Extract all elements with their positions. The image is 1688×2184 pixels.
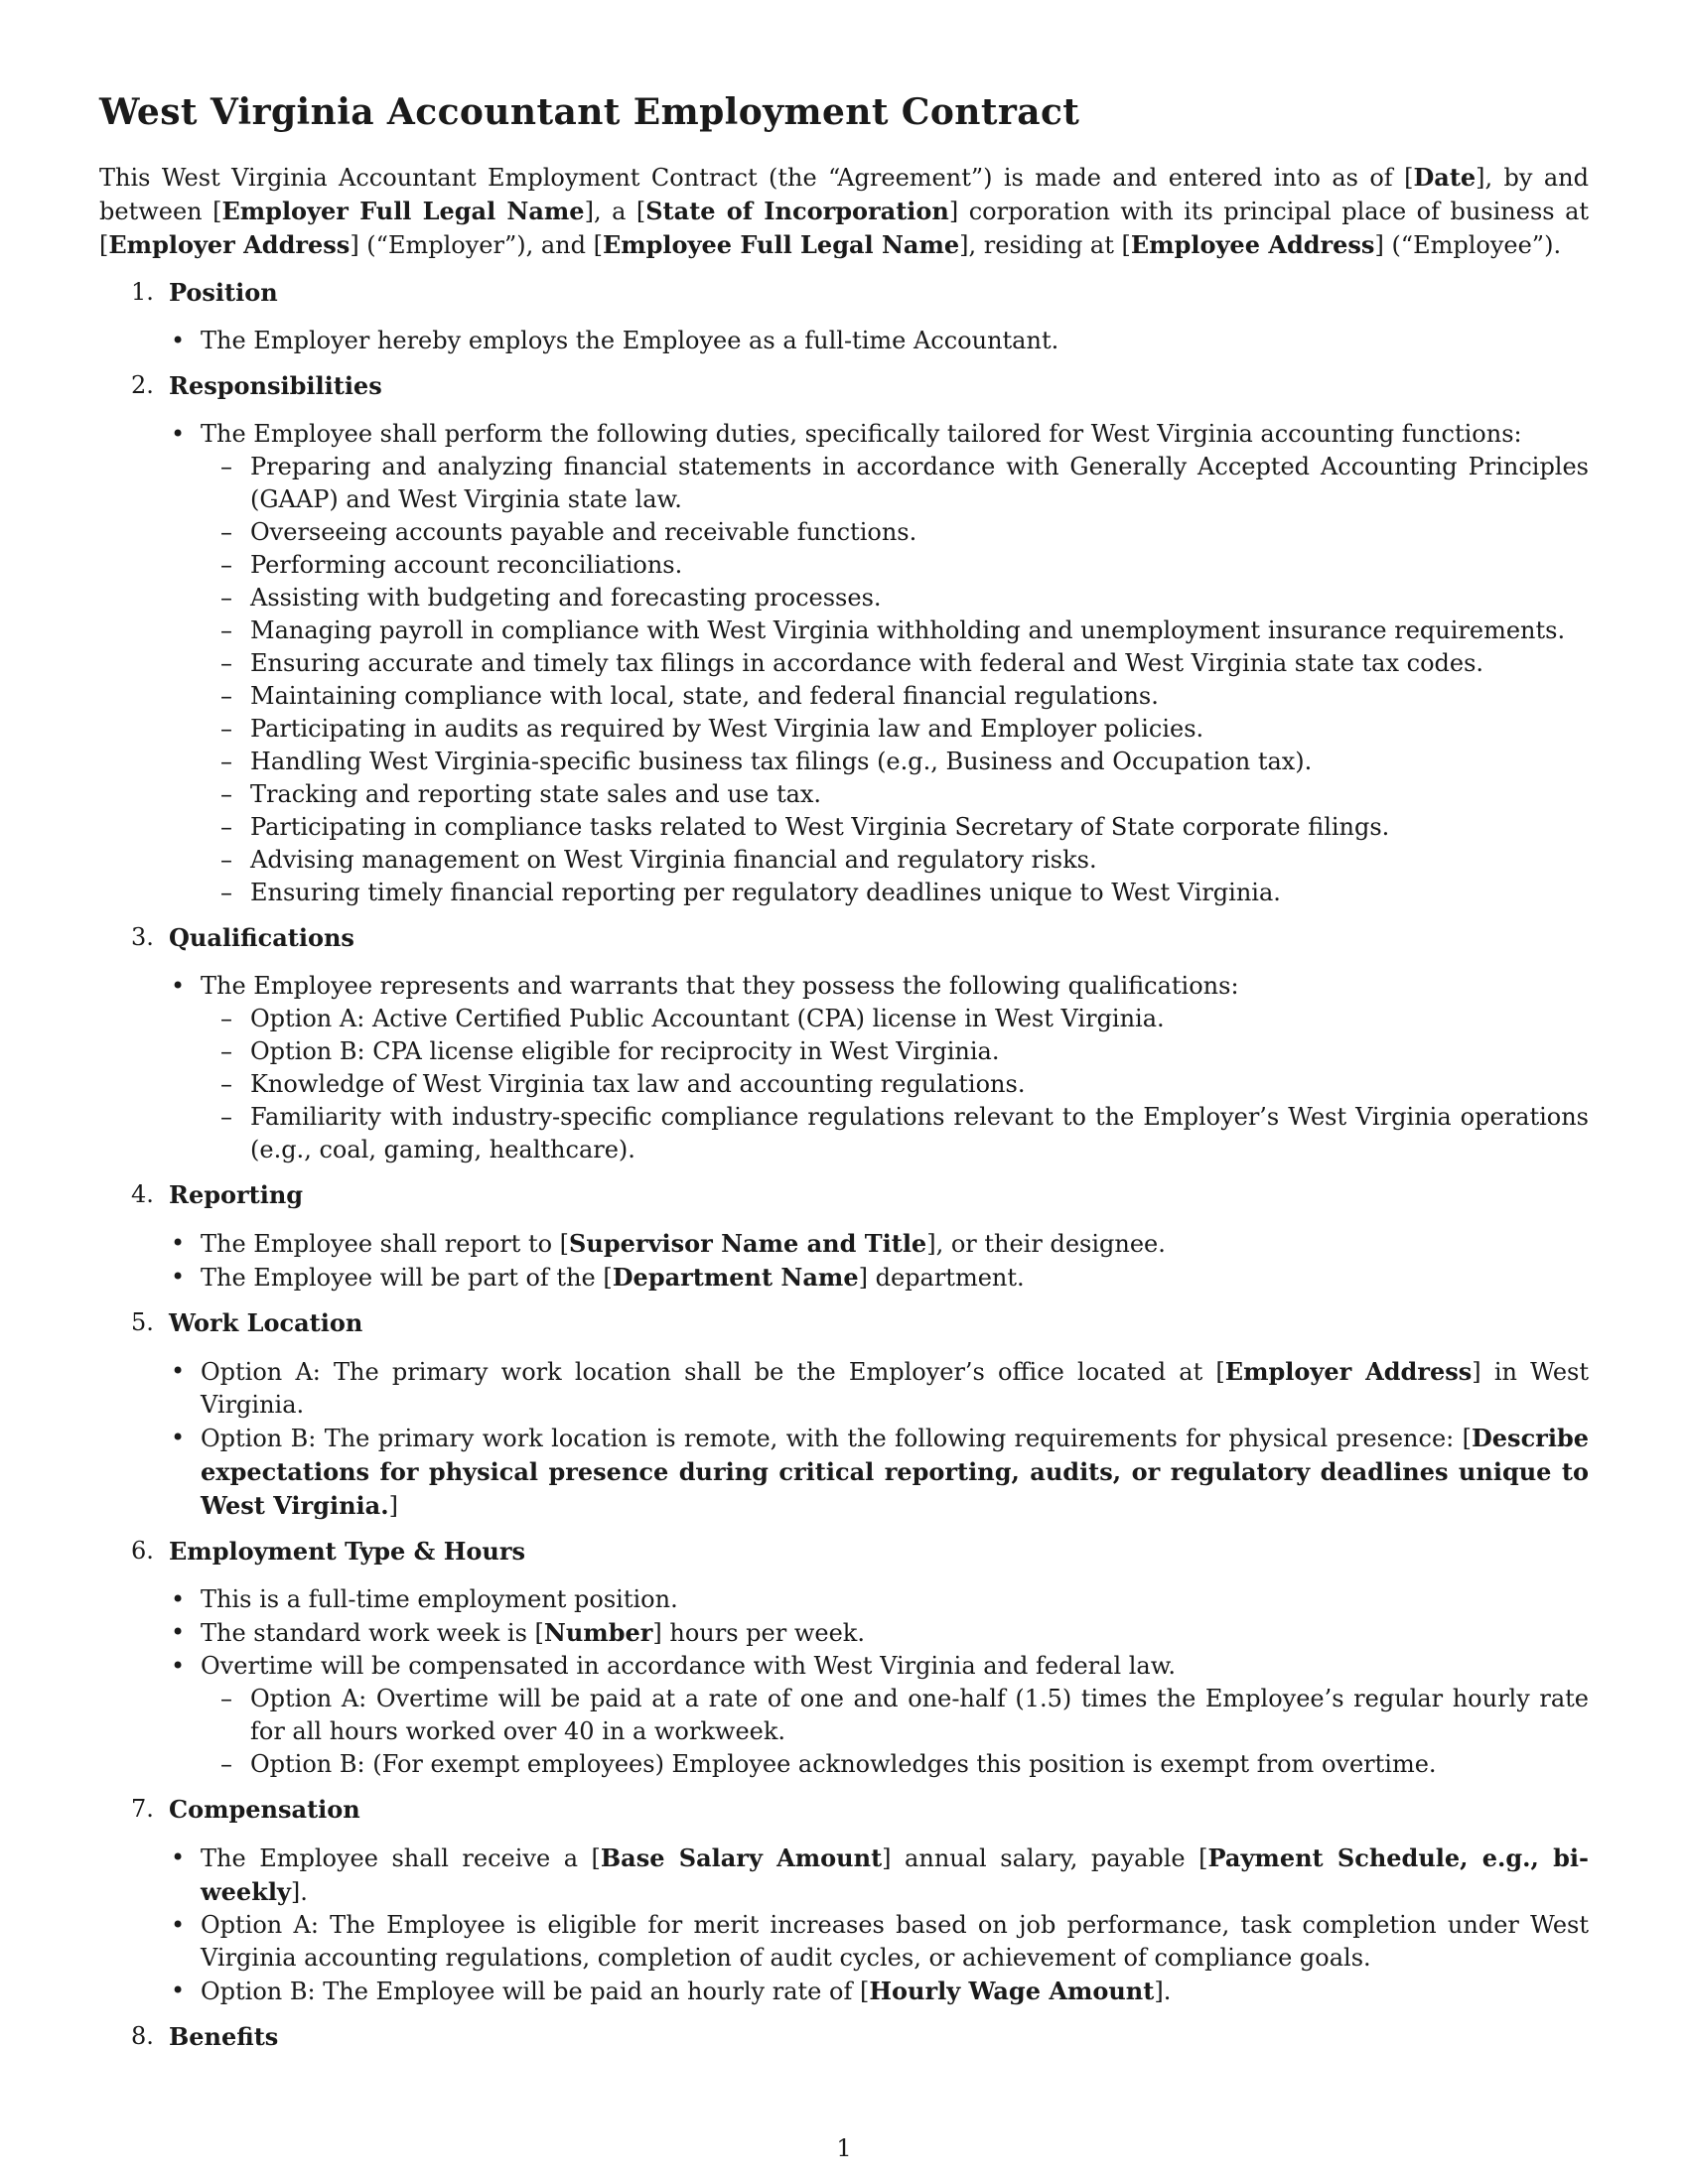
bullet-item: • This is a full-time employment position. <box>171 1585 678 1613</box>
dash-item: – Option A: Overtime will be paid at a rate of one and one-half (1.5) times the Employee’s regular hourly rate for all hours worked over 40 in a workweek. <box>220 1685 1589 1745</box>
dash-item: – Maintaining compliance with local, state, and federal financial regulations. <box>220 682 1159 710</box>
bullet-text: This is a full-time employment position. <box>201 1585 678 1613</box>
document-page <box>99 91 1589 2069</box>
bullet-item: • Option B: The primary work location is remote, with the following requirements for physical presence: [Describe expectations for physical presence during critical reporting, audits, or regulatory deadlines unique to West Virginia.] <box>171 1424 1589 1520</box>
bullet-text: The Employee represents and warrants that they possess the following qualifications: <box>201 972 1239 1000</box>
dash-item: – Participating in compliance tasks related to West Virginia Secretary of State corporate filings. <box>220 813 1390 841</box>
bullet-text: ] annual salary, payable [ <box>882 1844 1208 1872</box>
dash-item: – Advising management on West Virginia financial and regulatory risks. <box>220 846 1097 874</box>
dash-text: Advising management on West Virginia financial and regulatory risks. <box>250 846 1097 874</box>
dash-item: – Performing account reconciliations. <box>220 551 683 579</box>
section-benefits <box>99 2020 1589 2053</box>
intro-text: ] (“Employer”), and [ <box>350 231 603 259</box>
section-number: 7. <box>131 1795 154 1823</box>
dash-text: Overseeing accounts payable and receivable functions. <box>250 518 917 546</box>
bullet-text: ] department. <box>858 1264 1025 1292</box>
bullet-list <box>169 1227 1589 1295</box>
bullet-item: • The Employee will be part of the [Department Name] department. <box>171 1263 1025 1292</box>
bullet-text: Option A: The primary work location shall be the Employer’s office located at [ <box>201 1358 1225 1386</box>
bullet-item: • Option B: The Employee will be paid an hourly rate of [Hourly Wage Amount]. <box>171 1977 1172 2005</box>
dash-item: – Preparing and analyzing financial statements in accordance with Generally Accepted Accounting Principles (GAAP) and West Virginia state law. <box>220 453 1589 513</box>
bullet-list <box>169 1355 1589 1523</box>
bullet-text: Option A: The Employee is eligible for merit increases based on job performance, task completion under West Virginia accounting regulations, completion of audit cycles, or achievement of compliance goals. <box>201 1911 1589 1972</box>
page-number: 1 <box>836 2134 852 2162</box>
bullet-list <box>169 418 1589 909</box>
bullet-text: The Employee shall receive a [ <box>201 1844 601 1872</box>
section-number: 5. <box>131 1308 154 1336</box>
section-title: Responsibilities <box>169 371 382 400</box>
bullet-item: • The Employee represents and warrants that they possess the following qualifications: – Option A: Active Certified Public Accountant (CPA) license in West Virginia. – Option B: CPA license eligible for reciprocity in West Virginia. – Knowledge of West Virginia tax law and accounting regulations. – Familiarity with industry-specific compliance regulations relevant to the Employer’s West Virginia operations (e.g., coal, gaming, healthcare). <box>201 970 1589 1166</box>
bullet-item: • Option A: The Employee is eligible for merit increases based on job performance, task completion under West Virginia accounting regulations, completion of audit cycles, or achievement of compliance goals. <box>171 1911 1589 1972</box>
dash-text: Handling West Virginia-specific business tax filings (e.g., Business and Occupation tax). <box>250 748 1313 775</box>
bullet-item: • The standard work week is [Number] hours per week. <box>171 1618 865 1647</box>
placeholder-date: Date <box>1413 163 1477 192</box>
section-compensation <box>99 1793 1589 2008</box>
placeholder-employee-address: Employee Address <box>1130 230 1375 259</box>
bullet-item: • The Employee shall report to [Supervisor Name and Title], or their designee. <box>171 1229 1166 1258</box>
intro-text: ], a [ <box>584 198 646 225</box>
placeholder-state: State of Incorporation <box>645 197 949 225</box>
bullet-text: ] hours per week. <box>652 1619 865 1647</box>
section-responsibilities <box>99 369 1589 909</box>
bullet-item: • Overtime will be compensated in accordance with West Virginia and federal law. – Option A: Overtime will be paid at a rate of one and one-half (1.5) times the Employee’s regular hourly rate for all hours worked over 40 in a workweek. – Option B: (For exempt employees) Employee acknowledges this position is exempt from overtime. <box>201 1650 1589 1781</box>
bullet-text: ] <box>388 1492 398 1520</box>
dash-text: Preparing and analyzing financial statements in accordance with Generally Accepted Accounting Principles (GAAP) and West Virginia state law. <box>250 453 1589 513</box>
section-title: Work Location <box>169 1308 363 1337</box>
dash-text: Familiarity with industry-specific compliance regulations relevant to the Employer’s West Virginia operations (e.g., coal, gaming, healthcare). <box>250 1103 1589 1163</box>
section-title: Compensation <box>169 1795 360 1824</box>
bullet-text: Option B: The primary work location is remote, with the following requirements for physical presence: [ <box>201 1425 1472 1452</box>
dash-text: Ensuring timely financial reporting per regulatory deadlines unique to West Virginia. <box>250 879 1281 906</box>
bullet-text: Option B: The Employee will be paid an hourly rate of [ <box>201 1978 870 2005</box>
section-number: 1. <box>131 278 154 306</box>
intro-text: ], by and between [ <box>99 164 1589 225</box>
dash-text: Participating in audits as required by West Virginia law and Employer policies. <box>250 715 1204 743</box>
section-number: 4. <box>131 1180 154 1208</box>
dash-item: – Ensuring accurate and timely tax filings in accordance with federal and West Virginia state tax codes. <box>220 649 1484 677</box>
section-position <box>99 276 1589 357</box>
dash-text: Participating in compliance tasks related to West Virginia Secretary of State corporate filings. <box>250 813 1390 841</box>
section-title: Employment Type & Hours <box>169 1537 525 1566</box>
dash-item: – Tracking and reporting state sales and use tax. <box>220 780 822 808</box>
bullet-list <box>169 325 1589 357</box>
section-employment-type-hours <box>99 1535 1589 1781</box>
section-reporting <box>99 1178 1589 1295</box>
bullet-text: The Employee shall report to [ <box>201 1230 570 1258</box>
dash-text: Option B: (For exempt employees) Employee acknowledges this position is exempt from overtime. <box>250 1750 1437 1778</box>
dash-item: – Participating in audits as required by West Virginia law and Employer policies. <box>220 715 1204 743</box>
dash-text: Performing account reconciliations. <box>250 551 683 579</box>
dash-text: Option B: CPA license eligible for reciprocity in West Virginia. <box>250 1037 1000 1065</box>
sections-list <box>99 276 1589 2053</box>
dash-item: – Handling West Virginia-specific business tax filings (e.g., Business and Occupation tax). <box>220 748 1313 775</box>
dash-item: – Assisting with budgeting and forecasting processes. <box>220 584 882 612</box>
dash-item: – Familiarity with industry-specific compliance regulations relevant to the Employer’s West Virginia operations (e.g., coal, gaming, healthcare). <box>220 1103 1589 1163</box>
intro-paragraph <box>99 161 1589 262</box>
dash-list <box>201 451 1589 909</box>
dash-list <box>201 1003 1589 1166</box>
dash-item: – Ensuring timely financial reporting per regulatory deadlines unique to West Virginia. <box>220 879 1281 906</box>
intro-text: ] corporation with its principal place of business at [ <box>99 198 1590 259</box>
dash-text: Ensuring accurate and timely tax filings in accordance with federal and West Virginia state tax codes. <box>250 649 1484 677</box>
bullet-text: ]. <box>1154 1978 1172 2005</box>
section-work-location <box>99 1306 1589 1523</box>
placeholder-payment-schedule: Payment Schedule, e.g., bi-weekly <box>201 1843 1589 1906</box>
dash-item: – Knowledge of West Virginia tax law and accounting regulations. <box>220 1070 1026 1098</box>
bullet-list <box>169 970 1589 1166</box>
placeholder-employer-address: Employer Address <box>1224 1357 1473 1386</box>
dash-text: Knowledge of West Virginia tax law and accounting regulations. <box>250 1070 1026 1098</box>
placeholder-employee-name: Employee Full Legal Name <box>602 230 960 259</box>
dash-item: – Option A: Active Certified Public Accountant (CPA) license in West Virginia. <box>220 1005 1165 1032</box>
dash-text: Tracking and reporting state sales and use tax. <box>250 780 822 808</box>
dash-text: Option A: Active Certified Public Accountant (CPA) license in West Virginia. <box>250 1005 1165 1032</box>
section-title: Position <box>169 278 278 307</box>
placeholder-employer-address: Employer Address <box>108 230 351 259</box>
bullet-text: The Employee shall perform the following duties, specifically tailored for West Virginia accounting functions: <box>201 420 1522 448</box>
placeholder-supervisor: Supervisor Name and Title <box>569 1229 927 1258</box>
bullet-item: • Option A: The primary work location shall be the Employer’s office located at [Employer Address] in West Virginia. <box>171 1357 1589 1419</box>
bullet-text: The standard work week is [ <box>201 1619 544 1647</box>
section-title: Benefits <box>169 2022 279 2051</box>
placeholder-hours-number: Number <box>543 1618 653 1647</box>
dash-item: – Option B: (For exempt employees) Employee acknowledges this position is exempt from overtime. <box>220 1750 1437 1778</box>
bullet-text: ]. <box>290 1878 308 1906</box>
dash-item: – Overseeing accounts payable and receivable functions. <box>220 518 917 546</box>
placeholder-hourly-wage: Hourly Wage Amount <box>869 1977 1155 2005</box>
dash-item: – Managing payroll in compliance with West Virginia withholding and unemployment insurance requirements. <box>220 616 1566 644</box>
bullet-item: • The Employee shall receive a [Base Salary Amount] annual salary, payable [Payment Schedule, e.g., bi-weekly]. <box>171 1843 1589 1906</box>
dash-text: Maintaining compliance with local, state, and federal financial regulations. <box>250 682 1159 710</box>
intro-text: This West Virginia Accountant Employment Contract (the “Agreement”) is made and entered into as of [ <box>99 164 1414 192</box>
placeholder-base-salary: Base Salary Amount <box>600 1843 883 1872</box>
dash-text: Option A: Overtime will be paid at a rate of one and one-half (1.5) times the Employee’s regular hourly rate for all hours worked over 40 in a workweek. <box>250 1685 1589 1745</box>
placeholder-presence-expectations: Describe expectations for physical presence during critical reporting, audits, or regulatory deadlines unique to West Virginia. <box>201 1424 1589 1520</box>
section-number: 6. <box>131 1537 154 1565</box>
bullet-text: ] in West Virginia. <box>201 1358 1589 1419</box>
section-title: Qualifications <box>169 923 354 952</box>
bullet-list <box>169 1842 1589 2008</box>
intro-text: ] (“Employee”). <box>1374 231 1562 259</box>
dash-text: Assisting with budgeting and forecasting processes. <box>250 584 882 612</box>
placeholder-employer-name: Employer Full Legal Name <box>221 197 585 225</box>
bullet-list <box>169 1583 1589 1781</box>
dash-list <box>201 1683 1589 1781</box>
placeholder-department: Department Name <box>612 1263 859 1292</box>
section-qualifications <box>99 921 1589 1166</box>
section-number: 2. <box>131 371 154 399</box>
document-title: West Virginia Accountant Employment Contract <box>99 91 1080 133</box>
bullet-text: The Employee will be part of the [ <box>201 1264 613 1292</box>
bullet-item: • The Employer hereby employs the Employee as a full-time Accountant. <box>171 327 1059 354</box>
section-number: 3. <box>131 923 154 951</box>
dash-text: Managing payroll in compliance with West Virginia withholding and unemployment insurance requirements. <box>250 616 1566 644</box>
bullet-text: The Employer hereby employs the Employee as a full-time Accountant. <box>201 327 1059 354</box>
dash-item: – Option B: CPA license eligible for reciprocity in West Virginia. <box>220 1037 1000 1065</box>
section-title: Reporting <box>169 1180 304 1209</box>
section-number: 8. <box>131 2022 154 2050</box>
intro-text: ], residing at [ <box>959 231 1131 259</box>
bullet-item: • The Employee shall perform the following duties, specifically tailored for West Virginia accounting functions: – Preparing and analyzing financial statements in accordance with Generally Accepted Accounting Principles (GAAP) and West Virginia state law. – Overseeing accounts payable and receivable functions. – Performing account reconciliations. – Assisting with budgeting and forecasting processes. – Managing payroll in compliance with West Virginia withholding and unemployment insurance requirements. – Ensuring accurate and timely tax filings in accordance with federal and West Virginia state tax codes. – Maintaining compliance with local, state, and federal financial regulations. – Participating in audits as required by West Virginia law and Employer policies. – Handling West Virginia-specific business tax filings (e.g., Business and Occupation tax). – Tracking and reporting state sales and use tax. – Participating in compliance tasks related to West Virginia Secretary of State corporate filings. – Advising management on West Virginia financial and regulatory risks. – Ensuring timely financial reporting per regulatory deadlines unique to West Virginia. <box>201 418 1589 909</box>
bullet-text: ], or their designee. <box>926 1230 1166 1258</box>
bullet-text: Overtime will be compensated in accordance with West Virginia and federal law. <box>201 1652 1177 1680</box>
